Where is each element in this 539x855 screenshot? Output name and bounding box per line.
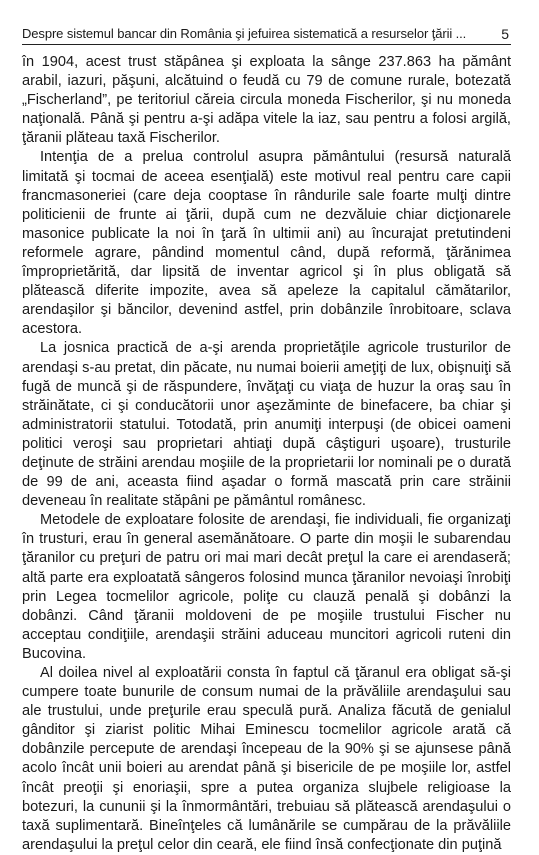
running-title: Despre sistemul bancar din România şi jefuirea sistematică a resurselor ţării ...	[22, 26, 467, 41]
page-header	[22, 20, 511, 45]
paragraph-5: Al doilea nivel al exploatării consta în faptul că ţăranul era obligat să-şi cumpere toate bunurile de consum numai de la prăvăliile arendaşului sau ale trustului, unde preţurile erau speculă pură. Analiza făcută de genialul gânditor şi ziarist politic Mihai Eminescu tocmelilor agricole arată că dobânzile percepute de arendaşi începeau de la 90% şi se ajunsese până acolo încât unii boieri au arendat până şi bisericile de pe moşiile lor, astfel încât preoţii şi enoriaşii, spre a putea organiza slujbele religioase la botezuri, la cununii şi la înmormântări, trebuiau să plătească arendaşului o taxă suplimentară. Bineînţeles că lumânările se cumpărau de la prăvăliile arendaşului la preţul celor din ceară, ele fiind însă confecţionate din puţină	[22, 665, 511, 853]
paragraph-4: Metodele de exploatare folosite de arendaşi, fie individuali, fie organizaţi în trusturi, erau în general asemănătoare. O parte din moşii le subarendau ţăranilor cu preţuri de patru ori mai mari decât preţul la care ei arendaseră; altă parte era exploatată sângeros folosind munca ţăranilor nevoiaşi înrobiţi prin Legea tocmelilor agricole, poliţe cu clauză penală şi dobânzi la dobânzi. Când ţăranii moldoveni de pe moşiile trustului Fischer nu acceptau condiţiile, arendaşii străini aduceau muncitori agricoli ruteni din Bucovina.	[22, 512, 511, 662]
paragraph-3: La josnica practică de a-şi arenda proprietăţile agricole trusturilor de arendaşi s-au pretat, din păcate, nu numai boierii ameţiţi de lux, obişnuiţi să fugă de muncă şi de răspundere, învăţaţi cu viaţa de huzur la oraş sau în străinătate, ci şi conducătorii unor aşezăminte de binefacere, ba chiar şi administratorii statului. Totodată, prin anumiţi interpuşi (de obicei oameni politici veroşi sau proprietari ahtiaţi după câştiguri uşoare), trusturile deţinute de străini arendau moşiile de la proprietarii lor nominali pe o durată de 99 de ani, aceasta fiind aşadar o formă mascată prin care străinii deveneau în realitate stăpâni pe pământul românesc.	[22, 340, 511, 510]
page-number: 5	[501, 26, 509, 42]
paragraph-2: Intenţia de a prelua controlul asupra pământului (resursă naturală limitată şi tocmai de aceea esenţială) este motivul real pentru care capii francmasoneriei (care deja cooptase în rândurile sale foarte mulţi dintre politicienii de frunte ai ţării, după cum ne dezvăluie chiar dicţionarele masonice publicate la noi în ţară în ultimii ani) au încurajat pretutindeni reformele agrare, pândind momentul când, după reformă, ţărănimea împroprietărită, dar lipsită de inventar agricol şi în plus obligată să plătească diferite impozite, avea să apeleze la capitalul cămătarilor, arendaşilor şi băncilor, devenind astfel, prin dobânzile înrobitoare, sclava acestora.	[22, 149, 511, 338]
body-text	[22, 53, 511, 855]
paragraph-1: în 1904, acest trust stăpânea şi exploata la sânge 237.863 ha pământ arabil, iazuri, păşuni, alcătuind o feudă cu 79 de comune rurale, botezată „Fischerland”, pe teritoriul căreia circula moneda Fischerilor, şi nu moneda naţională. Până şi pentru a-şi adăpa vitele la iaz, sau pentru a folosi argilă, ţăranii plăteau taxă Fischerilor.	[22, 54, 511, 147]
